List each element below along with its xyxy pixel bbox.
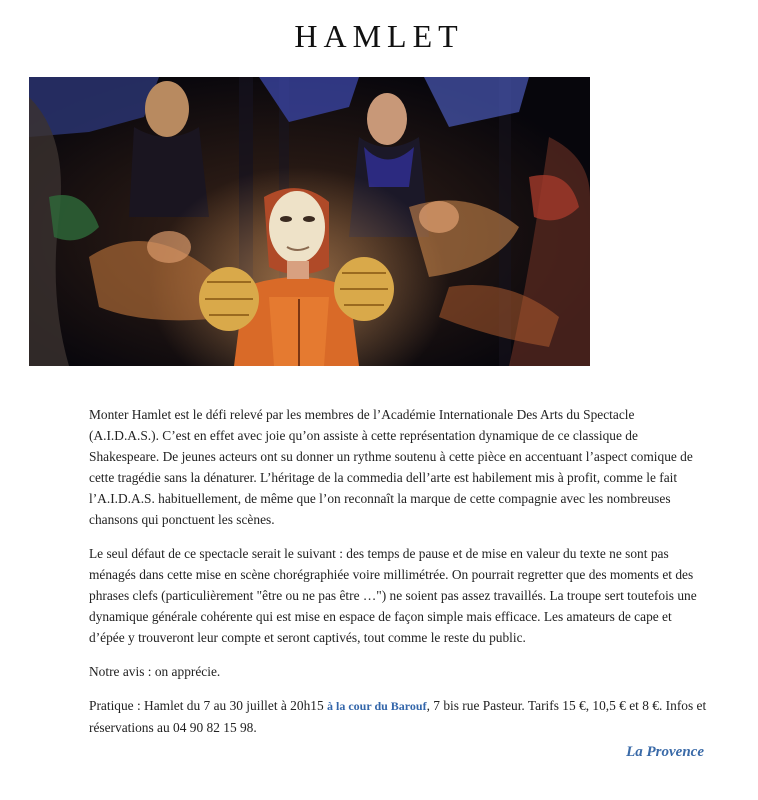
practical-info-rest: , 7 bis rue Pasteur. Tarifs 15 €, 10,5 € et 8 €. Infos et réservations au 04 90 82 15 98. (89, 698, 707, 735)
stage-photo (29, 77, 590, 366)
practical-info-lead: Pratique : Hamlet du 7 au 30 juillet à 20h15 (89, 698, 328, 713)
practical-info (89, 695, 707, 738)
page-title: HAMLET (294, 18, 464, 54)
article-paragraph-2: Le seul défaut de ce spectacle serait le suivant : des temps de pause et de mise en valeur du texte ne sont pas ménagés dans cette mise en scène chorégraphiée voire millimétrée. On pourrait regretter que des moments et des phrases clefs (particulièrement "être ou ne pas être …") ne soient pas assez travaillés. La troupe sert toutefois une dynamique générale cohérente qui est mise en espace de façon simple mais efficace. Les amateurs de cape et d’épée y trouveront leur compte et seront captivés, tout comme le reste du public. (89, 546, 697, 645)
article-body (89, 404, 707, 751)
stage-photo-image (29, 77, 590, 366)
article-paragraph-3: Notre avis : on apprécie. (89, 664, 221, 679)
source-credit: La Provence (626, 744, 704, 760)
article-paragraph-1: Monter Hamlet est le défi relevé par les membres de l’Académie Internationale Des Arts du Spectacle (A.I.D.A.S.). C’est en effet avec joie qu’on assiste à cette représentation dynamique de ce classique de Shakespeare. De jeunes acteurs ont su donner un rythme soutenu à cette pièce en accentuant l’aspect comique de cette tragédie sans la dénaturer. L’héritage de la commedia dell’arte est habilement mis à profit, comme le fait l’A.I.D.A.S. habituellement, de même que l’on reconnaît la marque de cette compagnie avec les nombreuses chansons qui ponctuent les scènes. (89, 407, 693, 527)
venue-link[interactable]: à la cour du Barouf (327, 699, 427, 713)
